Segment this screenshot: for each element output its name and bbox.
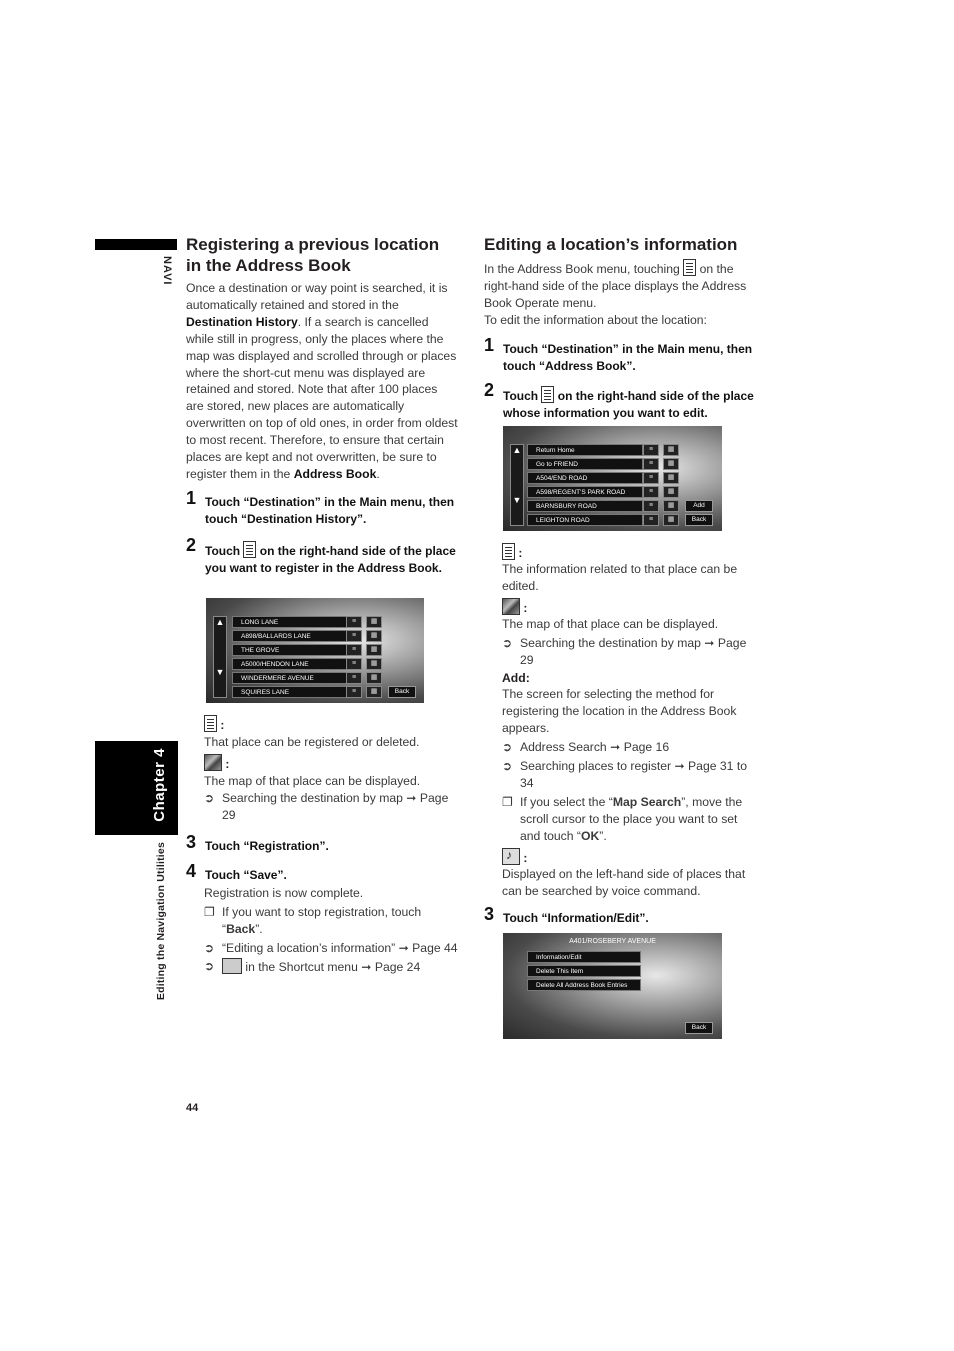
right-intro: In the Address Book menu, touching on the right-hand side of the place displays the Address Book Operate menu. [484,259,760,312]
list-item[interactable]: Go to FRIEND [527,458,643,470]
edit-button[interactable]: ≡ [643,472,659,484]
note-stop-registration: ❐ If you want to stop registration, touch “Back”. [204,904,422,936]
address-book-screen [503,426,722,531]
icon1-desc: That place can be registered or deleted. [204,735,420,749]
right-step-3: 3 Touch “Information/Edit”. [484,904,649,925]
top-bar [95,239,177,250]
left-heading: Registering a previous location in the Address Book [186,235,440,275]
edit-button[interactable]: ≡ [643,514,659,526]
list-item[interactable]: A5000/HENDON LANE [232,658,348,670]
list-item[interactable]: SQUIRES LANE [232,686,348,698]
register-icon [222,958,242,974]
map-button[interactable]: ▦ [663,458,679,470]
left-step-3: 3 Touch “Registration”. [186,832,329,853]
ref-editing-location: ➲ “Editing a location’s information” ➞ Page 44 [204,940,458,955]
ref-shortcut-menu: ➲ in the Shortcut menu ➞ Page 24 [204,959,421,975]
map-button[interactable]: ▦ [366,686,382,698]
edit-button[interactable]: ≡ [643,500,659,512]
menu-item-delete-all[interactable]: Delete All Address Book Entries [527,979,641,991]
edit-button[interactable]: ≡ [346,644,362,656]
edit-doc-icon [204,715,217,732]
map-icon [204,754,222,771]
edit-button[interactable]: ≡ [643,458,659,470]
edit-doc-icon [683,259,696,276]
map-button[interactable]: ▦ [366,644,382,656]
map-button[interactable]: ▦ [663,500,679,512]
list-item[interactable]: WINDERMERE AVENUE [232,672,348,684]
map-button[interactable]: ▦ [663,444,679,456]
icon3-desc: Displayed on the left-hand side of places that can be searched by voice command. [502,866,746,898]
icon1-desc: The information related to that place can be edited. [502,562,738,593]
right-step-1: 1 Touch “Destination” in the Main menu, then touch “Address Book”. [484,334,753,373]
left-step-2: 2 Touch on the right-hand side of the place you want to register in the Address Book. [186,534,456,575]
menu-item-information-edit[interactable]: Information/Edit [527,951,641,963]
ref-map-search: ➲ Searching the destination by map ➞ Page 29 [204,790,449,822]
left-intro: Once a destination or way point is searched, it is automatically retained and stored in the Destination History. If a search is cancelled while still in progress, only the places where the map was displayed and scrolled through or places where the short-cut menu was displayed are retained and stored. Note that after 100 places are stored, new places are automatically overwritten on top of old ones, in order from oldest to most recent. Therefore, to ensure that certain places are kept and not overwritten, be sure to register them in the Address Book. [186,281,458,481]
ref-map-search: ➲ Searching the destination by map ➞ Page 29 [502,635,747,667]
icon2-desc: The map of that place can be displayed. [204,773,421,788]
list-item[interactable]: THE GROVE [232,644,348,656]
scrollbar[interactable]: ▲ ▼ [510,444,524,526]
map-button[interactable]: ▦ [366,616,382,628]
left-steps-3-4 [186,832,458,976]
screen-title: A401/ROSEBERY AVENUE [569,938,656,945]
left-step-1: 1 Touch “Destination” in the Main menu, then touch “Destination History”. [186,487,455,526]
map-button[interactable]: ▦ [366,630,382,642]
edit-button[interactable]: ≡ [643,444,659,456]
voice-icon [502,848,520,865]
icon2-desc: The map of that place can be displayed. [502,616,719,631]
edit-button[interactable]: ≡ [346,630,362,642]
right-column [484,234,760,422]
address-book-operate-screen [503,933,722,1039]
edit-button[interactable]: ≡ [346,686,362,698]
ref-address-search: ➲ Address Search ➞ Page 16 [502,740,670,755]
left-column [186,234,458,577]
left-lower: : That place can be registered or deleted. : The map of that place can be displayed. ➲ Searching the destination by map ➞ Page 29 [204,715,458,824]
edit-doc-icon [502,543,515,560]
map-button[interactable]: ▦ [663,486,679,498]
list-item[interactable]: Return Home [527,444,643,456]
list-item[interactable]: BARNSBURY ROAD [527,500,643,512]
note-map-search: ❐ If you select the “Map Search”, move the scroll cursor to the place you want to set and touch “OK”. [502,794,743,843]
map-button[interactable]: ▦ [663,472,679,484]
right-heading: Editing a location’s information [484,235,738,254]
edit-doc-icon [243,541,256,558]
list-item[interactable]: LONG LANE [232,616,348,628]
edit-button[interactable]: ≡ [643,486,659,498]
right-step-3-wrap [484,904,760,927]
destination-history-screen [206,598,424,703]
map-icon [502,598,520,615]
edit-button[interactable]: ≡ [346,616,362,628]
add-desc: The screen for selecting the method for registering the location in the Address Book appears. [502,687,737,736]
back-button[interactable]: Back [685,514,713,526]
right-lower: : The information related to that place can be edited. : The map of that place can be displayed. ➲ Searching the destination by map ➞ Page 29 Add: The screen for selecting the method for registering the location in the Address Book appears. ➲ Address Search ➞ Page 16 ➲ Searching places to register ➞ Page 31 to 34 ❐ If you select the “Map Search”, move the scroll cursor to the place you want to set and touch “OK”. ♪ : Displayed on the left-hand side of places that can be searched by voice command. [502,543,760,899]
map-button[interactable]: ▦ [663,514,679,526]
back-button[interactable]: Back [388,686,416,698]
list-item[interactable]: A598/REGENT'S PARK ROAD [527,486,643,498]
page-number: 44 [186,1102,199,1114]
right-step-2: 2 Touch on the right-hand side of the place whose information you want to edit. [484,380,754,421]
edit-doc-icon [541,386,554,403]
edit-button[interactable]: ≡ [346,658,362,670]
navi-label: NAVI [161,256,173,286]
back-button[interactable]: Back [685,1022,713,1034]
right-intro-c: To edit the information about the location: [484,312,707,327]
scrollbar[interactable]: ▲ ▼ [213,616,227,698]
chapter-label: Chapter 4 [151,748,168,822]
add-button[interactable]: Add [685,500,713,512]
map-button[interactable]: ▦ [366,672,382,684]
left-step-4: 4 Touch “Save”. [186,860,287,882]
list-item[interactable]: A898/BALLARDS LANE [232,630,348,642]
edit-button[interactable]: ≡ [346,672,362,684]
section-label: Editing the Navigation Utilities [155,842,167,1001]
add-label: Add: [502,670,530,685]
map-button[interactable]: ▦ [366,658,382,670]
step4-desc: Registration is now complete. [204,885,364,900]
ref-search-places: ➲ Searching places to register ➞ Page 31 to 34 [502,759,748,790]
list-item[interactable]: LEIGHTON ROAD [527,514,643,526]
list-item[interactable]: A504/END ROAD [527,472,643,484]
menu-item-delete-this[interactable]: Delete This Item [527,965,641,977]
